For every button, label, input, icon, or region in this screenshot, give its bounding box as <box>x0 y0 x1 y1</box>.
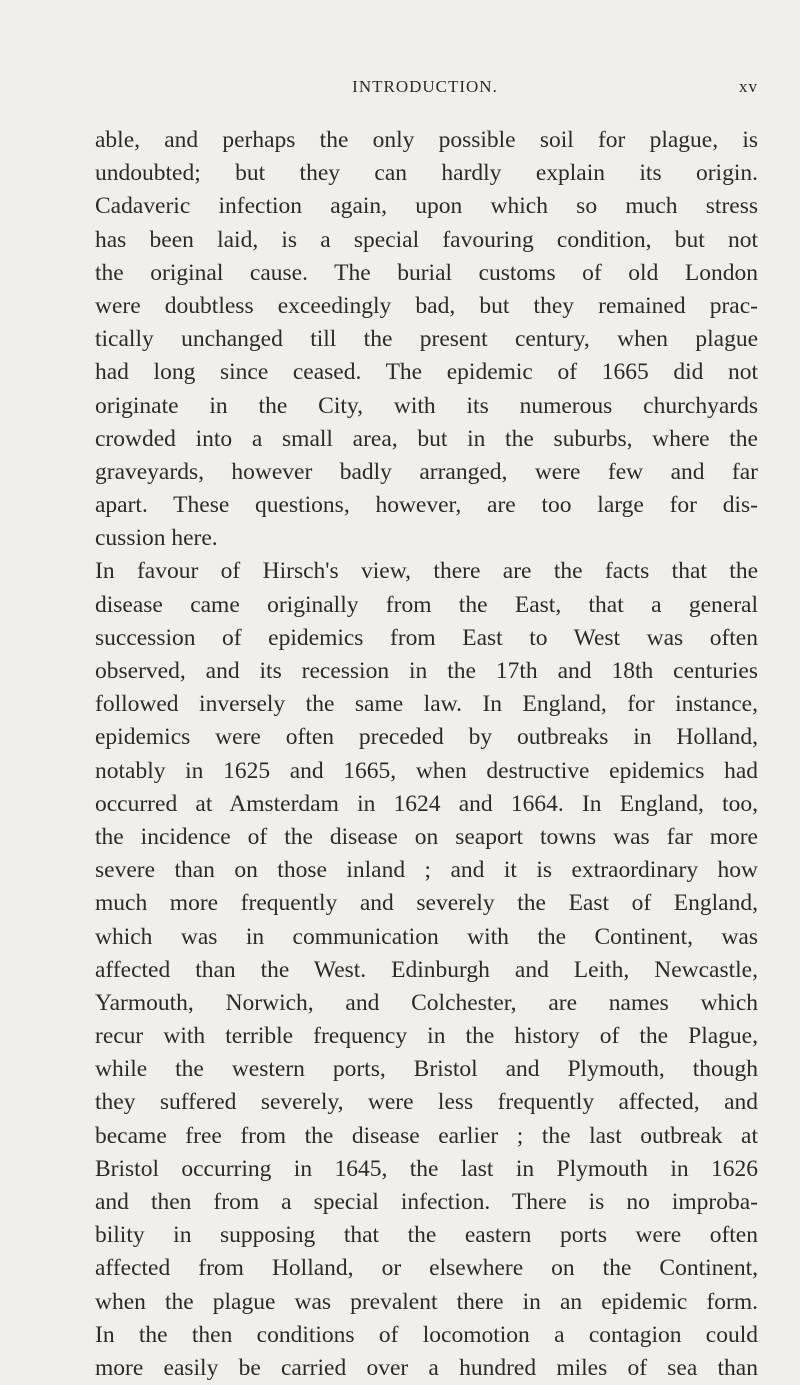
text-line: they suffered severely, were less frequently affected, and <box>95 1089 758 1116</box>
text-line: able, and perhaps the only possible soil for plague, is <box>95 127 758 153</box>
text-line: In the then conditions of locomotion a contagion could <box>95 1321 758 1348</box>
running-head <box>92 77 758 103</box>
text-line: notably in 1625 and 1665, when destructive epidemics had <box>95 757 758 784</box>
text-line: Yarmouth, Norwich, and Colchester, are names which <box>95 989 758 1016</box>
text-line: when the plague was prevalent there in an epidemic form. <box>95 1288 758 1315</box>
text-line: undoubted; but they can hardly explain its origin. <box>95 160 758 187</box>
text-line: which was in communication with the Continent, was <box>95 923 758 950</box>
text-line: has been laid, is a special favouring condition, but not <box>95 226 758 253</box>
text-line: much more frequently and severely the East of England, <box>95 890 758 917</box>
text-line: apart. These questions, however, are too large for dis- <box>95 492 758 519</box>
text-line: disease came originally from the East, that a general <box>95 591 758 618</box>
paragraph-end-line: cussion here. <box>95 525 218 552</box>
text-line: severe than on those inland ; and it is extraordinary how <box>95 857 758 884</box>
text-line: and then from a special infection. There is no improba- <box>95 1189 758 1215</box>
text-line: crowded into a small area, but in the suburbs, where the <box>95 425 758 452</box>
text-line: affected than the West. Edinburgh and Leith, Newcastle, <box>95 956 758 983</box>
text-line: bility in supposing that the eastern ports were often <box>95 1222 758 1249</box>
text-line: recur with terrible frequency in the history of the Plague, <box>95 1023 758 1050</box>
text-line: followed inversely the same law. In England, for instance, <box>95 691 758 718</box>
text-line: while the western ports, Bristol and Plymouth, though <box>95 1056 758 1083</box>
text-line: epidemics were often preceded by outbreaks in Holland, <box>95 724 758 751</box>
chapter-title: INTRODUCTION. <box>352 77 498 96</box>
text-line: the incidence of the disease on seaport towns was far more <box>95 823 758 850</box>
text-line: more easily be carried over a hundred miles of sea than <box>95 1354 758 1381</box>
text-line: tically unchanged till the present century, when plague <box>95 326 758 353</box>
text-line: Bristol occurring in 1645, the last in Plymouth in 1626 <box>95 1155 758 1182</box>
text-line: graveyards, however badly arranged, were few and far <box>95 458 758 485</box>
text-line: were doubtless exceedingly bad, but they remained prac- <box>95 292 758 319</box>
page-number: xv <box>739 77 758 96</box>
text-line: observed, and its recession in the 17th and 18th centuries <box>95 658 758 684</box>
paragraph-start-line: In favour of Hirsch's view, there are the facts that the <box>95 558 758 585</box>
body-text <box>95 124 758 1385</box>
text-line: the original cause. The burial customs of old London <box>95 259 758 286</box>
text-line: became free from the disease earlier ; the last outbreak at <box>95 1122 758 1149</box>
text-line: had long since ceased. The epidemic of 1665 did not <box>95 359 758 386</box>
text-line: affected from Holland, or elsewhere on the Continent, <box>95 1255 758 1282</box>
text-line: succession of epidemics from East to West was often <box>95 624 758 651</box>
text-line: originate in the City, with its numerous churchyards <box>95 392 758 419</box>
text-line: occurred at Amsterdam in 1624 and 1664. In England, too, <box>95 790 758 817</box>
text-line: Cadaveric infection again, upon which so much stress <box>95 193 758 220</box>
